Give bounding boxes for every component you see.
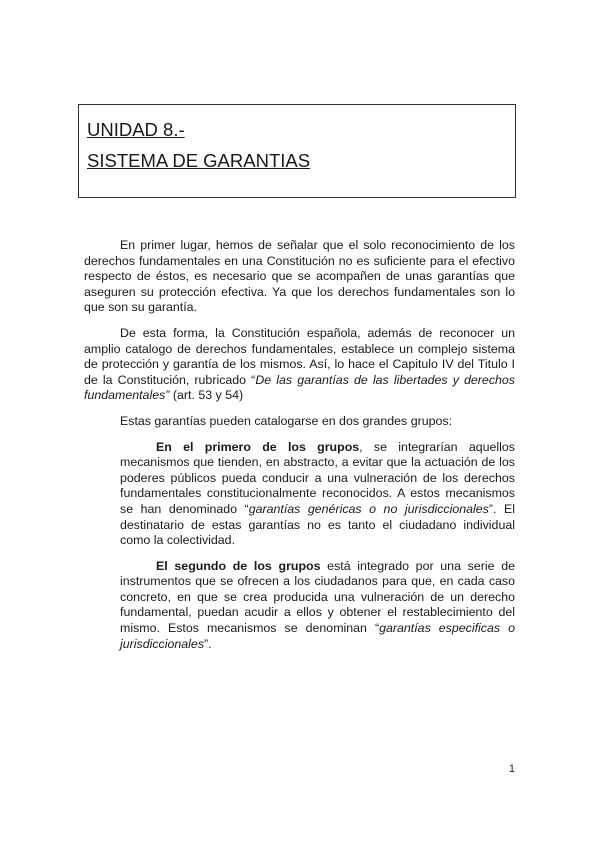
paragraph-2 [84,326,515,404]
group-1-paragraph [120,440,515,549]
unit-title: UNIDAD 8.- [87,119,185,140]
group-2-italic: garantías especificas o jurisdiccionales [120,621,516,651]
group-2-paragraph [120,559,515,653]
title-box [78,104,516,198]
group-1-text: , se integrarían aquellos mecanismos que tienden, en abstracto, a evitar que la actuación de los poderes públicos pueda conducir a una vulneración de los derechos fundamentales constitucionalmente reconocidos. A estos mecanismos se han denominado “ [120,439,515,516]
group-2-tail: ”. [204,636,212,651]
group-2-text: está integrado por una serie de instrumentos que se ofrecen a los ciudadanos para que, en cada caso concreto, en que se crea producida una vulneración de un derecho fundamental, puedan acudir a ellos y obtener el restablecimiento del mismo. Estos mecanismos se denominan “ [120,558,515,636]
paragraph-2-tail: (art. 53 y 54) [169,388,244,403]
group-1-italic: garantías genéricas o no jurisdiccionales [248,501,489,516]
group-1-tail: ”. El destinatario de estas garantías no es tanto el ciudadano individual como la colectividad. [120,501,516,548]
document-body [84,238,515,662]
unit-subtitle: SISTEMA DE GARANTIAS [87,150,311,171]
paragraph-3: Estas garantías pueden catalogarse en dos grandes grupos: [120,413,453,428]
paragraph-2-text: De esta forma, la Constitución española, además de reconocer un amplio catalogo de derechos fundamentales, establece un complejo sistema de protección y garantía de los mismos. Así, lo hace el Capitulo IV del Titulo I de la Constitución, rubricado “ [84,325,515,387]
page-number: 1 [508,763,515,775]
group-1-lead: En el primero de los grupos [156,439,360,454]
paragraph-2-italic: De las garantías de las libertades y derechos fundamentales” [84,372,515,403]
paragraph-1: En primer lugar, hemos de señalar que el solo reconocimiento de los derechos fundamentales en una Constitución no es suficiente para el efectivo respecto de éstos, es necesario que se acompañen de unas garantías que aseguren su protección efectiva. Ya que los derechos fundamentales son lo que son su garantía. [84,238,515,315]
group-2-lead: El segundo de los grupos [156,558,321,573]
